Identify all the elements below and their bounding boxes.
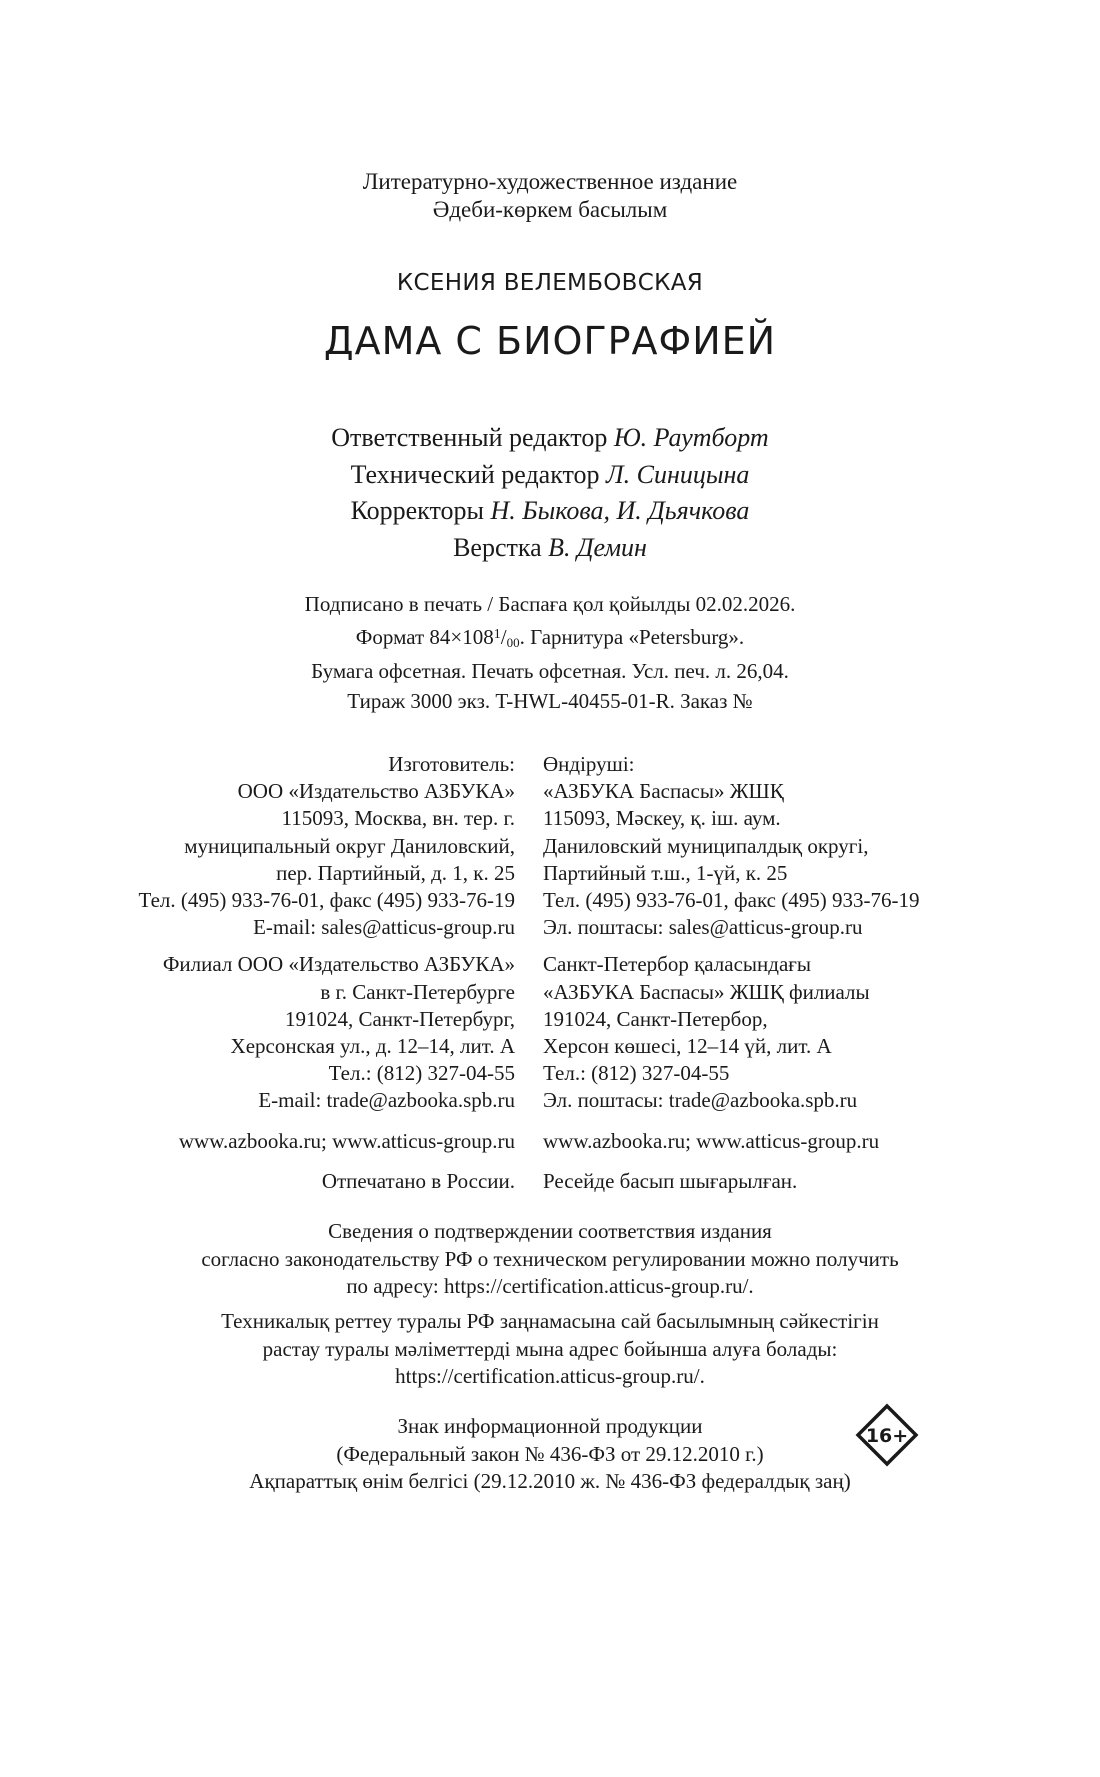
book-author: КСЕНИЯ ВЕЛЕМБОВСКАЯ [396, 270, 704, 296]
edition-type [0, 168, 1100, 224]
web-block [0, 1128, 1100, 1155]
branch-kk: Санкт-Петербор қаласындағы «АЗБУКА Баспасы» ЖШҚ филиалы 191024, Санкт-Петербор, Херсон көшесі, 12–14 үй, лит. А Тел.: (812) 327-04-55 Эл. поштасы: trade@azbooka.spb.ru [543, 952, 870, 1113]
print-format: Формат $84\times 108^1/_{00}$. Гарнитура «Petersburg». [355, 624, 745, 650]
credit-name: Ю. Раутборт [613, 423, 769, 452]
credit-line [0, 457, 1100, 494]
book-title: ДАМА С БИОГРАФИЕЙ [323, 319, 777, 363]
edition-type-ru: Литературно-художественное издание [362, 169, 738, 194]
credits [0, 420, 1100, 566]
credit-role: Технический редактор [350, 459, 607, 489]
branch-block [0, 951, 1100, 1114]
manufacturer-ru: Изготовитель: ООО «Издательство АЗБУКА» 115093, Москва, вн. тер. г. муниципальный округ Даниловский, пер. Партийный, д. 1, к. 25 Тел. (495) 933-76-01, факс (495) 933-76-19 E-mail: sales@atticus-group.ru [138, 752, 515, 940]
edition-type-kk: Әдеби-көркем басылым [432, 197, 668, 222]
certification-ru: Сведения о подтверждении соответствия издания согласно законодательству РФ о техническом регулировании можно получить по адресу: https://certification.atticus-group.ru/. [201, 1219, 899, 1298]
info-sign [0, 1413, 1100, 1496]
info-sign-law: (Федеральный закон № 436-ФЗ от 29.12.2010 г.) [336, 1441, 764, 1466]
info-sign-ru: Знак информационной продукции [397, 1414, 703, 1438]
credit-role: Ответственный редактор [331, 423, 614, 452]
printed-ru: Отпечатано в России. [321, 1168, 515, 1193]
info-sign-kk: Ақпараттық өнім белгісі (29.12.2010 ж. № 436-ФЗ федералдық заң) [249, 1469, 851, 1493]
printed-kk: Ресейде басып шығарылған. [543, 1168, 798, 1193]
manufacturer-kk: Өндіруші: «АЗБУКА Баспасы» ЖШҚ 115093, Мәскеу, қ. іш. аум. Даниловский муниципалдық округі, Партийный т.ш., 1-үй, к. 25 Тел. (495) 933-76-01, факс (495) 933-76-19 Эл. поштасы: sales@atticus-group.ru [543, 752, 920, 940]
age-rating-badge [855, 1403, 919, 1467]
branch-ru: Филиал ООО «Издательство АЗБУКА» в г. Санкт-Петербурге 191024, Санкт-Петербург, Херсонская ул., д. 12–14, лит. А Тел.: (812) 327-04-55 E-mail: trade@azbooka.spb.ru [162, 952, 515, 1113]
web-links-ru: www.azbooka.ru; www.atticus-group.ru [178, 1128, 515, 1153]
credit-line [0, 420, 1100, 457]
printed-block [0, 1168, 1100, 1195]
certification-kk: Техникалық реттеу туралы РФ заңнамасына сай басылымның сәйкестігін растау туралы мәліметтерді мына адрес бойынша алуға болады: https://certification.atticus-group.ru/. [221, 1309, 879, 1388]
credit-name: Н. Быкова, И. Дьячкова [490, 496, 750, 525]
print-paper: Бумага офсетная. Печать офсетная. Усл. печ. л. 26,04. [311, 659, 789, 683]
credit-role: Корректоры [350, 496, 491, 525]
print-signed: Подписано в печать / Баспаға қол қойылды 02.02.2026. [304, 592, 796, 616]
credit-line [0, 493, 1100, 530]
credit-line [0, 530, 1100, 567]
manufacturer-block [0, 751, 1100, 941]
credit-name: В. Демин [548, 532, 647, 562]
print-run: Тираж 3000 экз. T-HWL-40455-01-R. Заказ № [347, 688, 753, 713]
age-rating-icon [855, 1403, 919, 1467]
credit-name: Л. Синицына [606, 459, 750, 489]
publisher-info [0, 751, 1100, 1195]
print-info [0, 590, 1100, 716]
credit-role: Верстка [453, 532, 549, 562]
web-links-kk: www.azbooka.ru; www.atticus-group.ru [543, 1128, 880, 1153]
age-rating-label: 16+ [865, 1425, 909, 1447]
